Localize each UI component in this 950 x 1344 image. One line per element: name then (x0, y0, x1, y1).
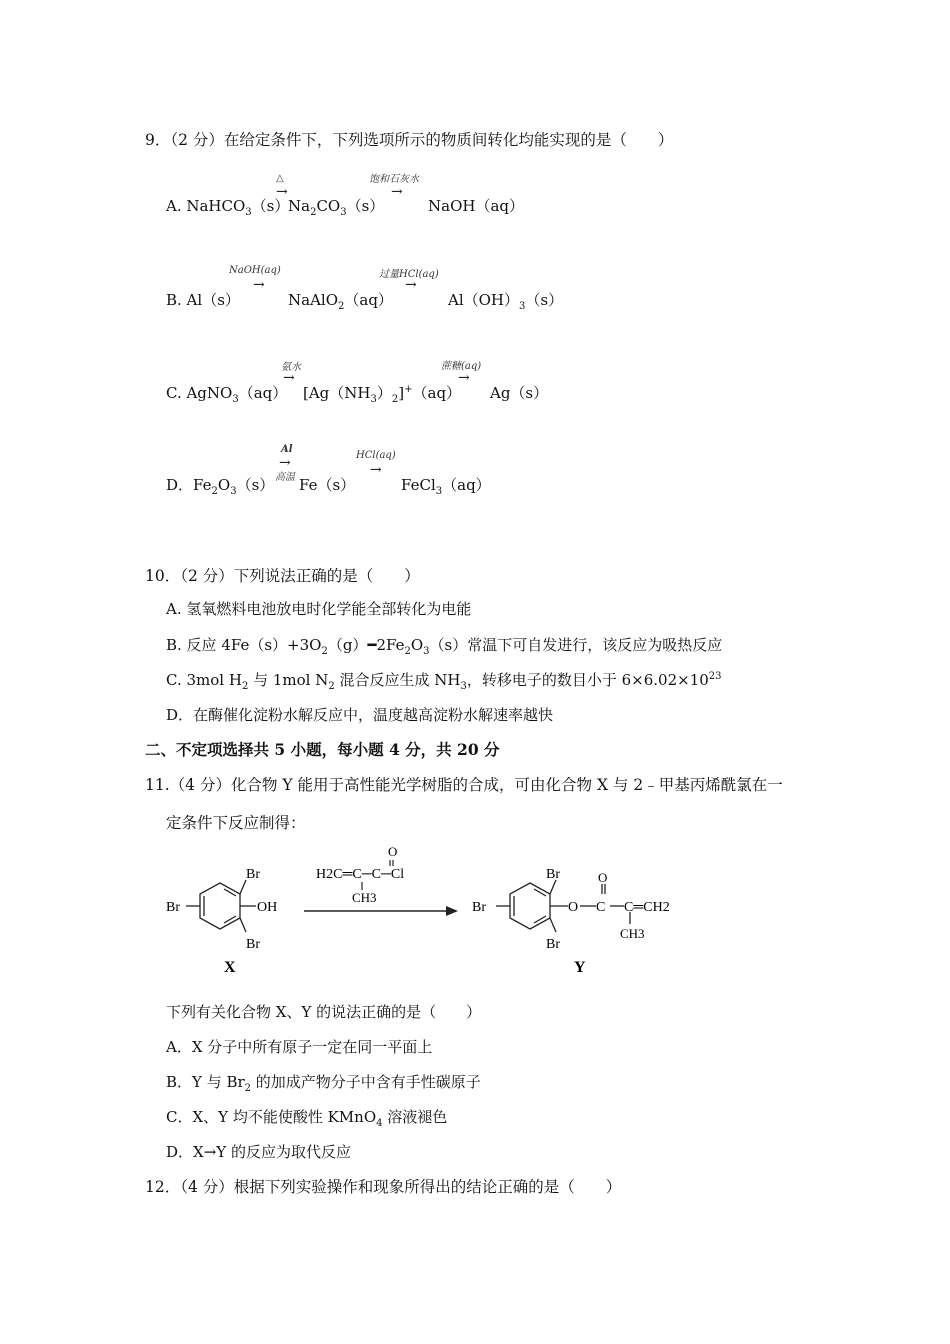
q11-stem-line2: 定条件下反应制得： (166, 814, 306, 832)
q9-b-cond1: NaOH(aq) (229, 265, 281, 276)
q11-reaction-scheme (160, 838, 700, 978)
q9-d-cond1: Al (281, 444, 293, 455)
y-ch3: CH3 (620, 926, 645, 941)
q11-prompt: 下列有关化合物 X、Y 的说法正确的是（ ） (166, 1003, 482, 1021)
q11-option-a[interactable]: A．X 分子中所有原子一定在同一平面上 (166, 1038, 433, 1056)
q9-b-start: B. Al（s） (166, 291, 240, 309)
x-br-left: Br (166, 900, 180, 915)
section-heading: 二、不定项选择共 5 小题，每小题 4 分，共 20 分 (145, 740, 500, 759)
q9-b-end: $Al(OH)_3(s)$ (448, 291, 564, 312)
x-ring (186, 880, 256, 932)
y-br-left: Br (472, 900, 486, 915)
q9-d-arrow2: → (370, 462, 382, 478)
y-br-top: Br (546, 867, 560, 882)
q10-stem: 10．（2 分）下列说法正确的是（ ） (145, 567, 420, 585)
q9-a-arrow1: → (276, 184, 288, 200)
q11-stem-line1: 11.（4 分）化合物 Y 能用于高性能光学树脂的合成，可由化合物 X 与 2﹣甲基丙烯酰氯在一 (145, 776, 783, 794)
q9-b-cond2: 过量HCl(aq) (379, 269, 439, 280)
q9-b-arrow2: → (405, 277, 417, 293)
q9-stem: 9．（2 分）在给定条件下，下列选项所示的物质间转化均能实现的是（ ） (145, 131, 674, 149)
q9-d-mid: Fe（s） (299, 476, 356, 494)
y-c: C (596, 900, 606, 915)
q9-c-start: C. AgNO$_3$（aq） (166, 384, 288, 405)
q9-d-arrow1: → (279, 455, 291, 471)
q9-d-cond2: HCl(aq) (356, 450, 396, 461)
q9-d-start: D．$Fe_2O_3(s)$ (166, 476, 275, 497)
q9-b-mid: NaAlO$_2$（aq） (288, 291, 393, 312)
q11-option-c[interactable]: C．X、Y 均不能使酸性 KMnO$_4$ 溶液褪色 (166, 1108, 448, 1129)
q9-a-start: A. NaHCO$_3$（s） (166, 197, 290, 218)
q9-c-end: Ag（s） (490, 384, 549, 402)
label-y: Y (574, 959, 586, 976)
q9-c-arrow2: → (458, 370, 470, 386)
y-carbonyl-o: O (598, 870, 608, 885)
label-x: X (224, 959, 236, 976)
y-ring (496, 880, 630, 932)
x-br-bottom: Br (246, 937, 260, 952)
q9-a-cond1: △ (276, 173, 284, 184)
q9-c-mid: $[Ag(NH_3)_2]^+(aq)$ (303, 384, 462, 405)
q9-d-end: FeCl$_3$（aq） (401, 476, 491, 497)
q9-c-cond1: 氨水 (281, 362, 301, 373)
q10-option-d[interactable]: D．在酶催化淀粉水解反应中，温度越高淀粉水解速率越快 (166, 706, 554, 724)
reagent-formula: H2C═C─C─Cl (316, 867, 405, 882)
q9-c-cond2: 蔗糖(aq) (441, 361, 482, 372)
q10-option-b[interactable]: B. 反应 $4Fe(s)+3O_2(g)━2Fe_2O_3(s)$常温下可自发进行，该反应为吸热反应 (166, 636, 723, 657)
y-ch2: C═CH2 (624, 900, 670, 915)
reagent-methyl: CH3 (352, 890, 377, 905)
q9-a-end: NaOH（aq） (428, 197, 524, 215)
y-br-bottom: Br (546, 937, 560, 952)
x-oh: OH (257, 900, 278, 915)
q10-option-c[interactable]: C. 3mol $H_2$ 与 1mol $N_2$ 混合反应生成 $NH_3$，转移电子的数目小于 $6\times 6.02\times 10^{23}$ (166, 671, 722, 692)
q10-option-a[interactable]: A. 氢氧燃料电池放电时化学能全部转化为电能 (166, 600, 472, 618)
q9-d-cond1b: 高温 (275, 472, 295, 483)
q9-b-arrow1: → (253, 277, 265, 293)
x-br-top: Br (246, 867, 260, 882)
q12-stem: 12．（4 分）根据下列实验操作和现象所得出的结论正确的是（ ） (145, 1178, 622, 1196)
reagent-carbonyl-o: O (388, 844, 398, 859)
q9-c-arrow1: → (283, 370, 295, 386)
y-o-ester: O (568, 900, 579, 915)
q9-a-cond2: 饱和石灰水 (369, 174, 419, 185)
q9-a-arrow2: → (391, 184, 403, 200)
q11-option-d[interactable]: D．X→Y 的反应为取代反应 (166, 1143, 351, 1161)
q9-a-mid: $Na_2CO_3(s)$ (288, 197, 385, 218)
q11-option-b[interactable]: B．Y 与 $Br_2$ 的加成产物分子中含有手性碳原子 (166, 1073, 481, 1094)
